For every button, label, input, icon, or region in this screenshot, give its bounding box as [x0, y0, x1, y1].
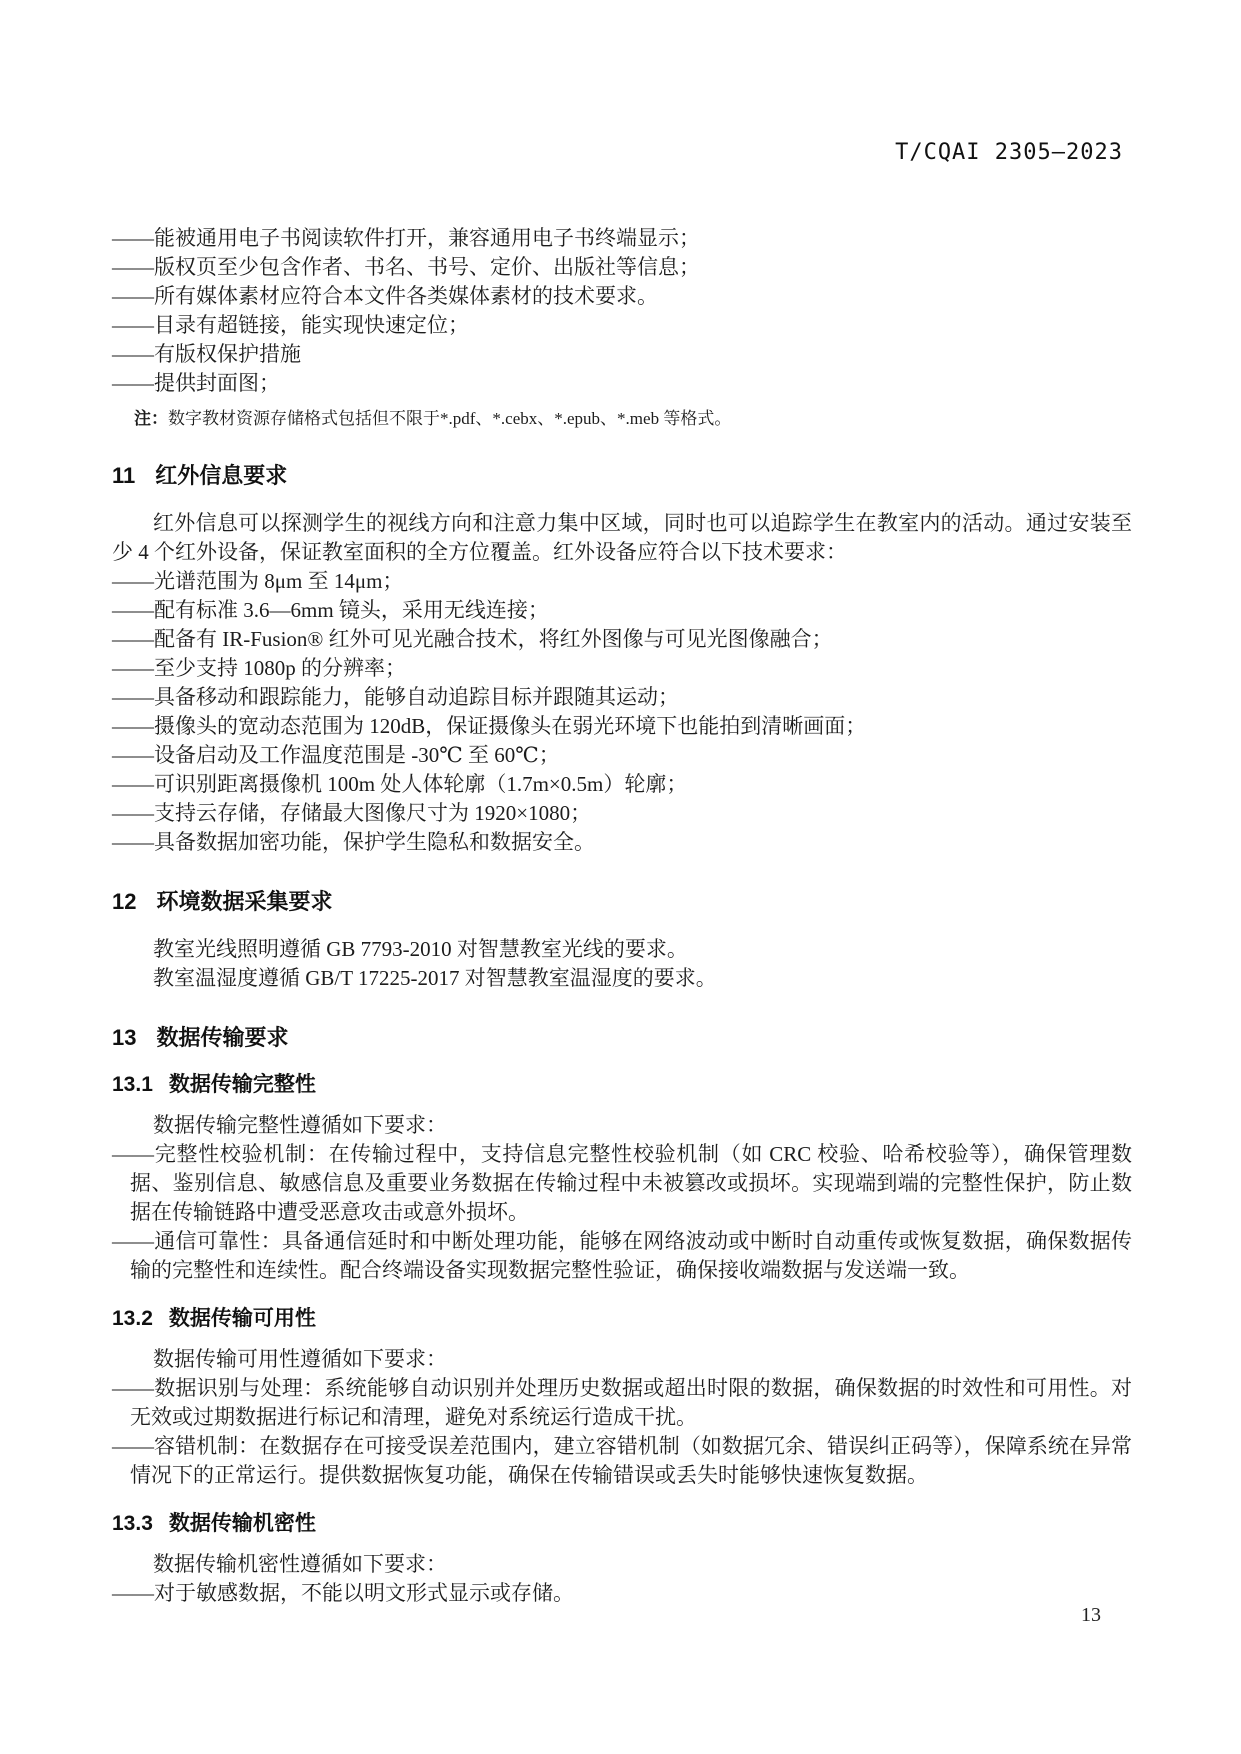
section-number: 13.1 — [112, 1073, 153, 1096]
list-item: ——有版权保护措施 — [112, 342, 301, 366]
list-item: ——至少支持 1080p 的分辨率； — [112, 656, 406, 680]
list-item: ——版权页至少包含作者、书名、书号、定价、出版社等信息； — [112, 255, 700, 279]
section-heading-13 — [112, 1023, 1132, 1053]
paragraph: 教室温湿度遵循 GB/T 17225-2017 对智慧教室温湿度的要求。 — [153, 966, 717, 990]
list-item: ——具备移动和跟踪能力，能够自动追踪目标并跟随其运动； — [112, 685, 679, 709]
section-heading-12 — [112, 887, 1132, 917]
section-13-2-bullet-list — [112, 1374, 1132, 1490]
section-title: 环境数据采集要求 — [156, 889, 333, 914]
list-item: ——支持云存储，存储最大图像尺寸为 1920×1080； — [112, 801, 592, 825]
section-13-3-bullet-list — [112, 1579, 1132, 1608]
page-content — [112, 224, 1132, 1608]
list-item: ——配有标准 3.6—6mm 镜头，采用无线连接； — [112, 598, 549, 622]
lead-paragraph: 数据传输机密性遵循如下要求： — [153, 1552, 447, 1576]
section-13-1-bullet-list — [112, 1140, 1132, 1285]
list-item: ——设备启动及工作温度范围是 -30℃ 至 60℃； — [112, 743, 560, 767]
page-number: 13 — [1081, 1604, 1101, 1626]
list-item: ——容错机制：在数据存在可接受误差范围内，建立容错机制（如数据冗余、错误纠正码等），保障系统在异常情况下的正常运行。提供数据恢复功能，确保在传输错误或丢失时能够快速恢复数据。 — [112, 1434, 1132, 1487]
list-item: ——配备有 IR-Fusion® 红外可见光融合技术，将红外图像与可见光图像融合； — [112, 627, 833, 651]
section-number: 13.3 — [112, 1512, 153, 1535]
lead-paragraph: 数据传输完整性遵循如下要求： — [153, 1113, 447, 1137]
list-item: ——可识别距离摄像机 100m 处人体轮廓（1.7m×0.5m）轮廓； — [112, 772, 688, 796]
list-item: ——具备数据加密功能，保护学生隐私和数据安全。 — [112, 830, 595, 854]
paragraph: 红外信息可以探测学生的视线方向和注意力集中区域，同时也可以追踪学生在教室内的活动。通过安装至少 4 个红外设备，保证教室面积的全方位覆盖。红外设备应符合以下技术要求： — [112, 511, 1132, 564]
intro-bullet-list — [112, 224, 1132, 398]
note-label: 注： — [134, 409, 168, 428]
list-item: ——所有媒体素材应符合本文件各类媒体素材的技术要求。 — [112, 284, 658, 308]
section-title: 红外信息要求 — [155, 463, 288, 488]
doc-code: T/CQAI 2305—2023 — [895, 140, 1123, 165]
list-item: ——完整性校验机制：在传输过程中，支持信息完整性校验机制（如 CRC 校验、哈希校验等），确保管理数据、鉴别信息、敏感信息及重要业务数据在传输过程中未被篡改或损坏。实现端到端的完整性保护，防止数据在传输链路中遭受恶意攻击或意外损坏。 — [112, 1142, 1132, 1224]
note-text: 数字教材资源存储格式包括但不限于*.pdf、*.cebx、*.epub、*.meb 等格式。 — [168, 409, 732, 428]
section-11-bullet-list — [112, 567, 1132, 857]
section-title: 数据传输可用性 — [168, 1307, 316, 1330]
section-heading-13-3 — [112, 1510, 1132, 1538]
section-number: 12 — [112, 889, 137, 914]
list-item: ——能被通用电子书阅读软件打开，兼容通用电子书终端显示； — [112, 226, 700, 250]
list-item: ——数据识别与处理：系统能够自动识别并处理历史数据或超出时限的数据，确保数据的时效性和可用性。对无效或过期数据进行标记和清理，避免对系统运行造成干扰。 — [112, 1376, 1132, 1429]
list-item: ——摄像头的宽动态范围为 120dB，保证摄像头在弱光环境下也能拍到清晰画面； — [112, 714, 867, 738]
lead-paragraph: 数据传输可用性遵循如下要求： — [153, 1347, 447, 1371]
list-item: ——目录有超链接，能实现快速定位； — [112, 313, 469, 337]
section-number: 13.2 — [112, 1307, 153, 1330]
list-item: ——提供封面图； — [112, 371, 280, 395]
section-heading-11 — [112, 461, 1132, 491]
section-title: 数据传输要求 — [156, 1025, 289, 1050]
section-title: 数据传输完整性 — [168, 1073, 316, 1096]
list-item: ——光谱范围为 8μm 至 14μm； — [112, 569, 404, 593]
list-item: ——对于敏感数据，不能以明文形式显示或存储。 — [112, 1581, 574, 1605]
section-title: 数据传输机密性 — [168, 1512, 316, 1535]
paragraph: 教室光线照明遵循 GB 7793-2010 对智慧教室光线的要求。 — [153, 937, 688, 961]
section-number: 13 — [112, 1025, 137, 1050]
list-item: ——通信可靠性：具备通信延时和中断处理功能，能够在网络波动或中断时自动重传或恢复数据，确保数据传输的完整性和连续性。配合终端设备实现数据完整性验证，确保接收端数据与发送端一致。 — [112, 1229, 1132, 1282]
section-heading-13-2 — [112, 1305, 1132, 1333]
note — [134, 407, 1132, 431]
section-heading-13-1 — [112, 1071, 1132, 1099]
section-number: 11 — [112, 463, 136, 488]
